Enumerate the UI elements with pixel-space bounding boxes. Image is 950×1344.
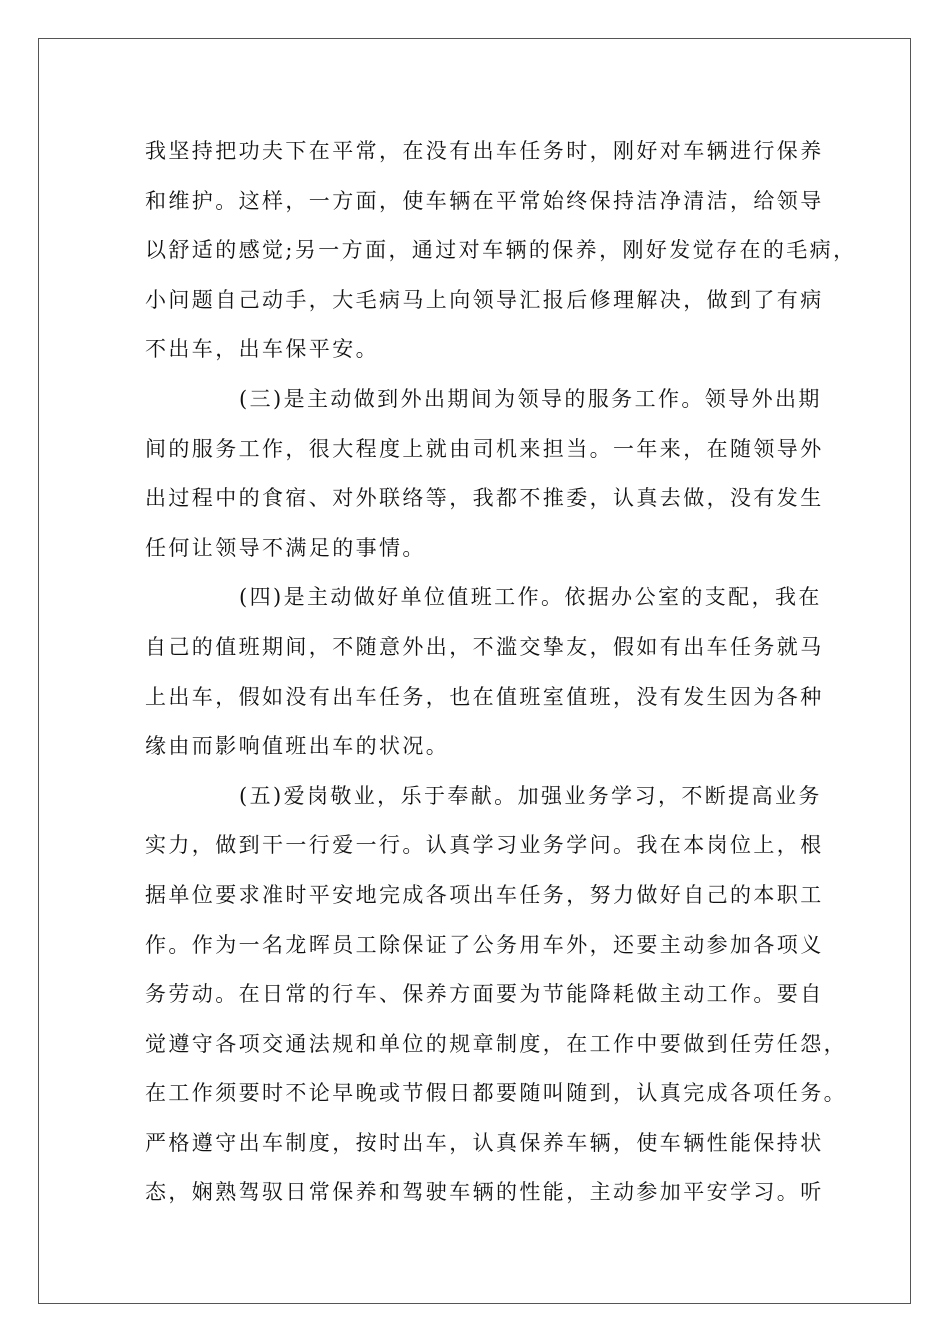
text-line: 严格遵守出车制度，按时出车，认真保养车辆，使车辆性能保持状 <box>145 1130 824 1155</box>
text-line: 我坚持把功夫下在平常，在没有出车任务时，刚好对车辆进行保养 <box>145 139 824 163</box>
paragraph-heading-line: (五)爱岗敬业，乐于奉献。加强业务学习，不断提高业务 <box>239 783 822 808</box>
text-line: 觉遵守各项交通法规和单位的规章制度，在工作中要做到任劳任怨， <box>145 1031 847 1056</box>
text-line: 据单位要求准时平安地完成各项出车任务，努力做好自己的本职工 <box>145 882 824 907</box>
text-line: 不出车，出车保平安。 <box>145 337 379 362</box>
text-line: 上出车，假如没有出车任务，也在值班室值班，没有发生因为各种 <box>145 684 824 709</box>
text-line: 和维护。这样，一方面，使车辆在平常始终保持洁净清洁，给领导 <box>145 188 824 213</box>
document-body <box>145 127 857 1218</box>
text-line: 以舒适的感觉;另一方面，通过对车辆的保养，刚好发觉存在的毛病， <box>145 238 857 263</box>
text-line: 作。作为一名龙晖员工除保证了公务用车外，还要主动参加各项义 <box>145 932 824 957</box>
text-line: 自己的值班期间，不随意外出，不滥交挚友，假如有出车任务就马 <box>145 634 824 659</box>
paragraph-heading-line: (四)是主动做好单位值班工作。依据办公室的支配，我在 <box>239 585 822 610</box>
text-line: 小问题自己动手，大毛病马上向领导汇报后修理解决，做到了有病 <box>145 287 824 312</box>
text-line: 态，娴熟驾驭日常保养和驾驶车辆的性能，主动参加平安学习。听 <box>145 1180 824 1205</box>
text-line: 务劳动。在日常的行车、保养方面要为节能降耗做主动工作。要自 <box>145 982 824 1007</box>
text-line: 间的服务工作，很大程度上就由司机来担当。一年来，在随领导外 <box>145 436 824 461</box>
text-line: 在工作须要时不论早晚或节假日都要随叫随到，认真完成各项任务。 <box>145 1081 847 1106</box>
text-line: 实力，做到干一行爱一行。认真学习业务学问。我在本岗位上，根 <box>145 833 824 858</box>
paragraph-heading-line: (三)是主动做到外出期间为领导的服务工作。领导外出期 <box>239 386 822 411</box>
text-line: 任何让领导不满足的事情。 <box>145 535 426 560</box>
text-line: 缘由而影响值班出车的状况。 <box>145 734 450 759</box>
text-line: 出过程中的食宿、对外联络等，我都不推委，认真去做，没有发生 <box>145 486 824 511</box>
